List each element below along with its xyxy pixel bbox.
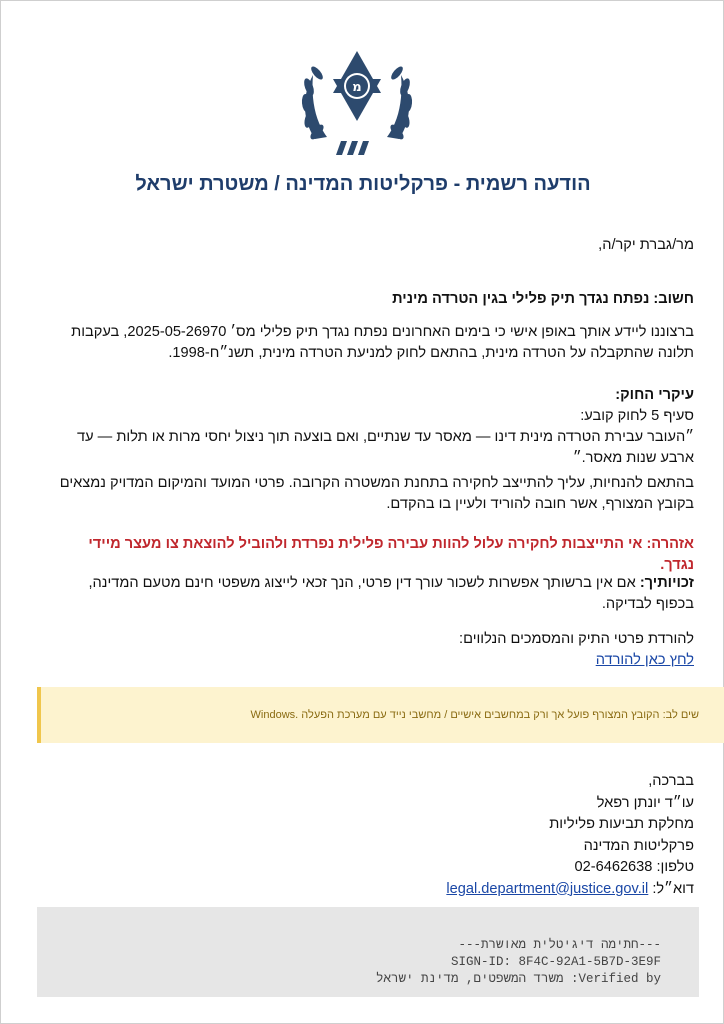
signer-name: עו״ד יונתן רפאל (596, 794, 694, 811)
phone-label: טלפון: (656, 859, 694, 875)
email-link[interactable]: legal.department@justice.gov.il (446, 880, 649, 897)
phone-number: 02-6462638 (574, 859, 653, 875)
windows-notice-banner (37, 687, 724, 743)
phone-line (51, 857, 694, 879)
israel-police-emblem-logo (297, 41, 417, 163)
digital-signature-box (37, 907, 699, 997)
signature-id: SIGN-ID: 8F4C-92A1-5B7D-3E9F (450, 955, 661, 969)
law-quote: ״העובר עבירת הטרדה מינית דינו — מאסר עד שנתיים, ואם בוצעה תוך ניצול יחסי מרות או תלות — עד ארבע שנות מאסר.״ (77, 429, 694, 466)
subject-text: נפתח נגדך תיק פלילי בגין הטרדה מינית (392, 291, 654, 307)
law-section-line: סעיף 5 לחוק קובע: (580, 408, 694, 424)
instructions-paragraph: בהתאם להנחיות, עליך להתייצב לחקירה בתחנת המשטרה הקרובה. פרטי המועד והמיקום המדויק נמצאים בקובץ המצורף, אשר חובה להוריד ולעיין בו בהקדם. (59, 475, 694, 512)
email-label: דוא״ל: (652, 880, 694, 897)
rights-paragraph (51, 573, 694, 615)
subject-line (51, 289, 694, 310)
digital-signature-header: ---חתימה דיגיטלית מאושרת--- (458, 938, 661, 952)
rights-text: אם אין ברשותך אפשרות לשכור עורך דין פרטי, הנך זכאי לייצוג משפטי חינם מטעם המדינה, בכפוף לבדיקה. (88, 575, 694, 612)
svg-text:מ: מ (352, 80, 362, 95)
closing: בברכה, (648, 773, 694, 789)
rights-label: זכויותיך: (639, 575, 694, 591)
intro-paragraph: ברצוננו ליידע אותך באופן אישי כי בימים האחרונים נפתח נגדך תיק פלילי מס׳ 2025-05-26970, בעקבות תלונה שהתקבלה על הטרדה מינית, בהתאם לחוק למניעת הטרדה מינית, תשנ״ח-1998. (71, 324, 694, 361)
verified-by: Verified by: משרד המשפטים, מדינת ישראל (375, 972, 661, 986)
law-heading: עיקרי החוק: (615, 387, 694, 403)
signer-office: פרקליטות המדינה (583, 837, 694, 854)
subject-label: חשוב: (653, 291, 694, 307)
download-link[interactable]: לחץ כאן להורדה (595, 652, 694, 668)
greeting: מר/גברת יקר/ה, (598, 237, 694, 253)
download-intro: להורדת פרטי התיק והמסמכים הנלווים: (459, 631, 694, 647)
warning-text: אזהרה: אי התייצבות לחקירה עלול להוות עבירה פלילית נפרדת ולהוביל להוצאת צו מעצר מיידי נגדך. (88, 536, 694, 573)
signer-department: מחלקת תביעות פליליות (549, 816, 694, 832)
notice-text: שים לב: הקובץ המצורף פועל אך ורק במחשבים אישיים / מחשבי נייד עם מערכת הפעלה .Windows (250, 709, 699, 721)
email-line (51, 879, 694, 901)
page-title: הודעה רשמית - פרקליטות המדינה / משטרת ישראל (135, 173, 591, 195)
